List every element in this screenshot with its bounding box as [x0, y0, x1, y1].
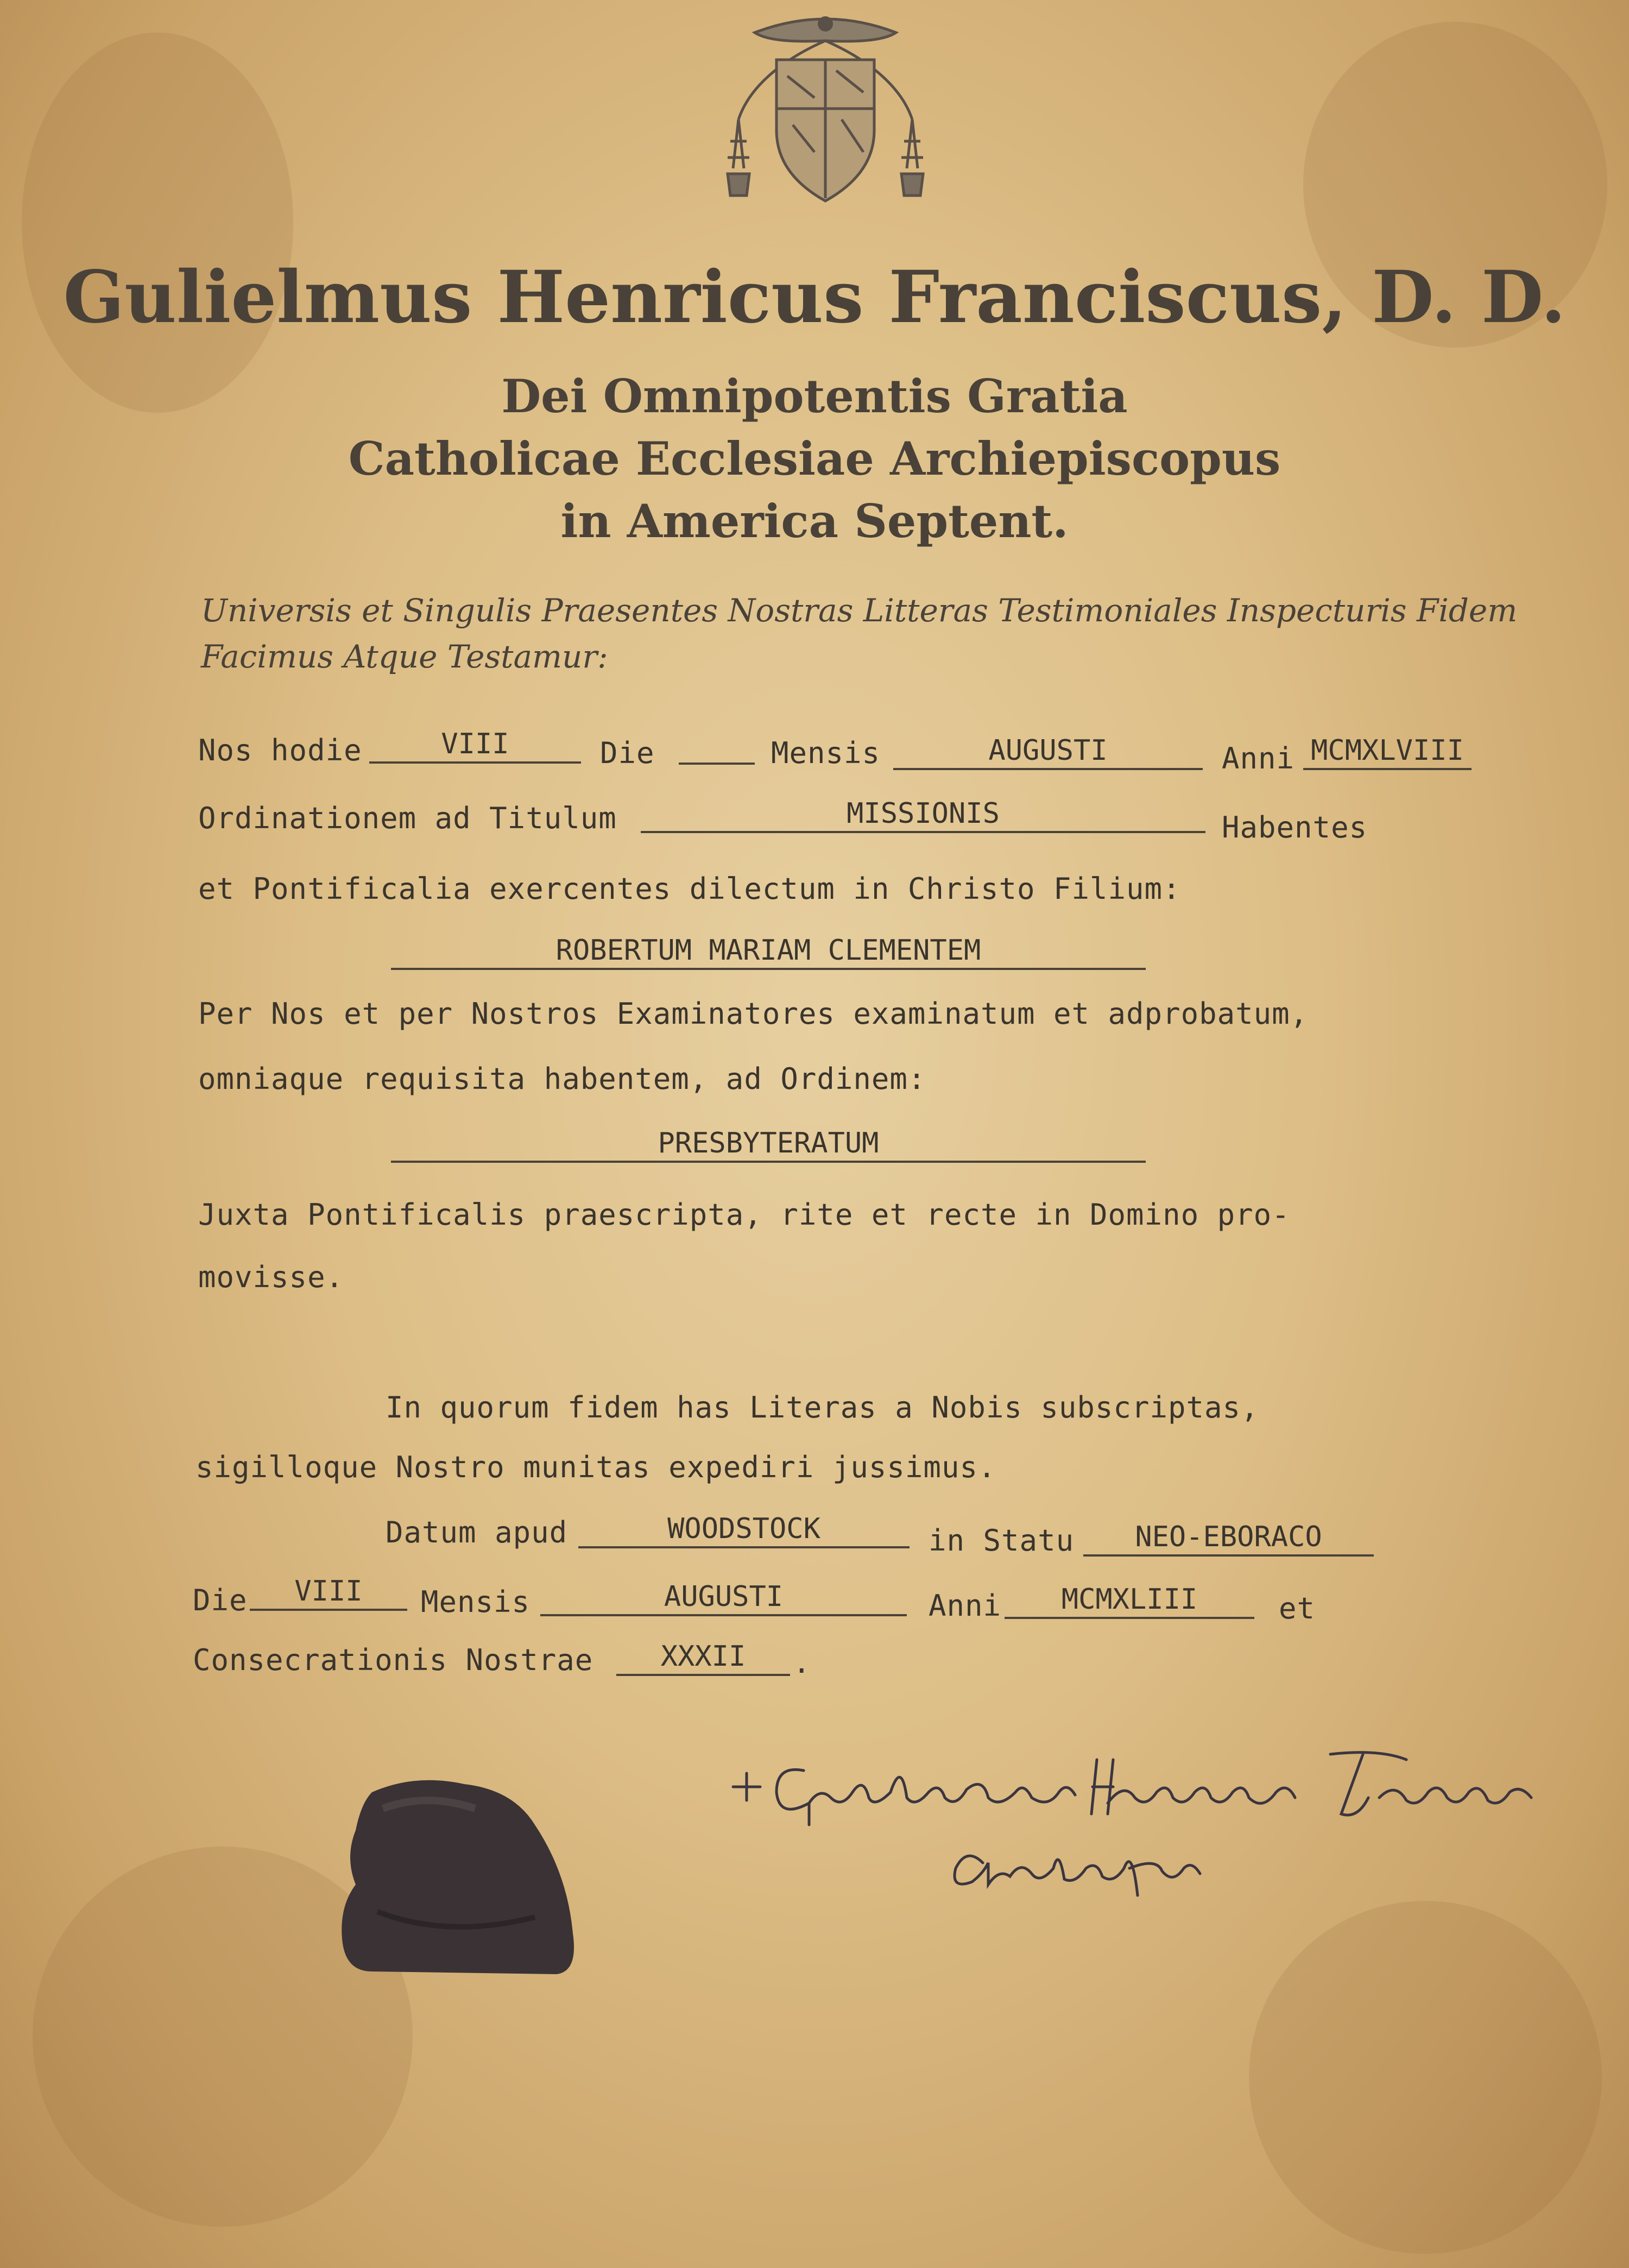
anni-label: Anni	[1222, 741, 1295, 776]
state-field: NEO-EBORACO	[1083, 1521, 1374, 1557]
closing-die-label: Die	[193, 1583, 248, 1617]
habentes-label: Habentes	[1222, 810, 1368, 845]
order-field: PRESBYTERATUM	[391, 1127, 1146, 1163]
day-field: VIII	[369, 728, 581, 764]
closing-line-2: sigilloque Nostro munitas expediri jussimus.	[195, 1450, 996, 1484]
intro-line-1: Universis et Singulis Praesentes Nostras Litteras Testimoniales Inspecturis Fidem	[201, 592, 1518, 629]
closing-line-1: In quorum fidem has Literas a Nobis subscriptas,	[386, 1390, 1259, 1425]
closing-year-field: MCMXLIII	[1005, 1583, 1254, 1619]
place-field: WOODSTOCK	[578, 1513, 910, 1548]
month-field: AUGUSTI	[893, 734, 1203, 770]
ordinationem-label: Ordinationem ad Titulum	[198, 801, 617, 835]
closing-mensis-label: Mensis	[421, 1585, 531, 1619]
header-line-dei-gratia: Dei Omnipotentis Gratia	[501, 369, 1128, 423]
title-field: MISSIONIS	[641, 797, 1205, 833]
et-label: et	[1279, 1591, 1316, 1626]
datum-label: Datum apud	[386, 1515, 568, 1549]
closing-period: .	[793, 1646, 811, 1680]
consecration-field: XXXII	[616, 1640, 790, 1676]
pontificalia-text: et Pontificalia exercentes dilectum in Christo Filium:	[198, 872, 1181, 906]
paper-stain	[22, 33, 293, 413]
archbishop-name-title: Gulielmus Henricus Franciscus, D. D.	[63, 255, 1566, 339]
mensis-label: Mensis	[771, 736, 881, 770]
wax-seal	[339, 1776, 578, 1977]
nos-hodie-label: Nos hodie	[198, 733, 362, 767]
intro-line-2: Facimus Atque Testamur:	[201, 638, 608, 675]
closing-day-field: VIII	[250, 1575, 407, 1611]
consecrationis-label: Consecrationis Nostrae	[193, 1643, 593, 1677]
header-line-archiepiscopus: Catholicae Ecclesiae Archiepiscopus	[348, 432, 1281, 486]
juxta-text: Juxta Pontificalis praescripta, rite et recte in Domino pro-	[198, 1198, 1290, 1232]
omniaque-text: omniaque requisita habentem, ad Ordinem:	[198, 1062, 926, 1096]
coat-of-arms-crest	[717, 11, 934, 223]
archbishop-signature	[728, 1738, 1542, 1917]
closing-anni-label: Anni	[929, 1589, 1002, 1623]
person-name-field: ROBERTUM MARIAM CLEMENTEM	[391, 934, 1146, 970]
year-field: MCMXLVIII	[1303, 734, 1472, 770]
closing-month-field: AUGUSTI	[540, 1580, 907, 1616]
die-blank	[679, 729, 755, 765]
per-nos-text: Per Nos et per Nostros Examinatores examinatum et adprobatum,	[198, 997, 1309, 1031]
movisse-text: movisse.	[198, 1260, 344, 1294]
paper-stain	[1249, 1901, 1602, 2254]
die-label: Die	[600, 736, 655, 770]
statu-label: in Statu	[929, 1523, 1075, 1558]
header-line-america: in America Septent.	[560, 494, 1069, 548]
